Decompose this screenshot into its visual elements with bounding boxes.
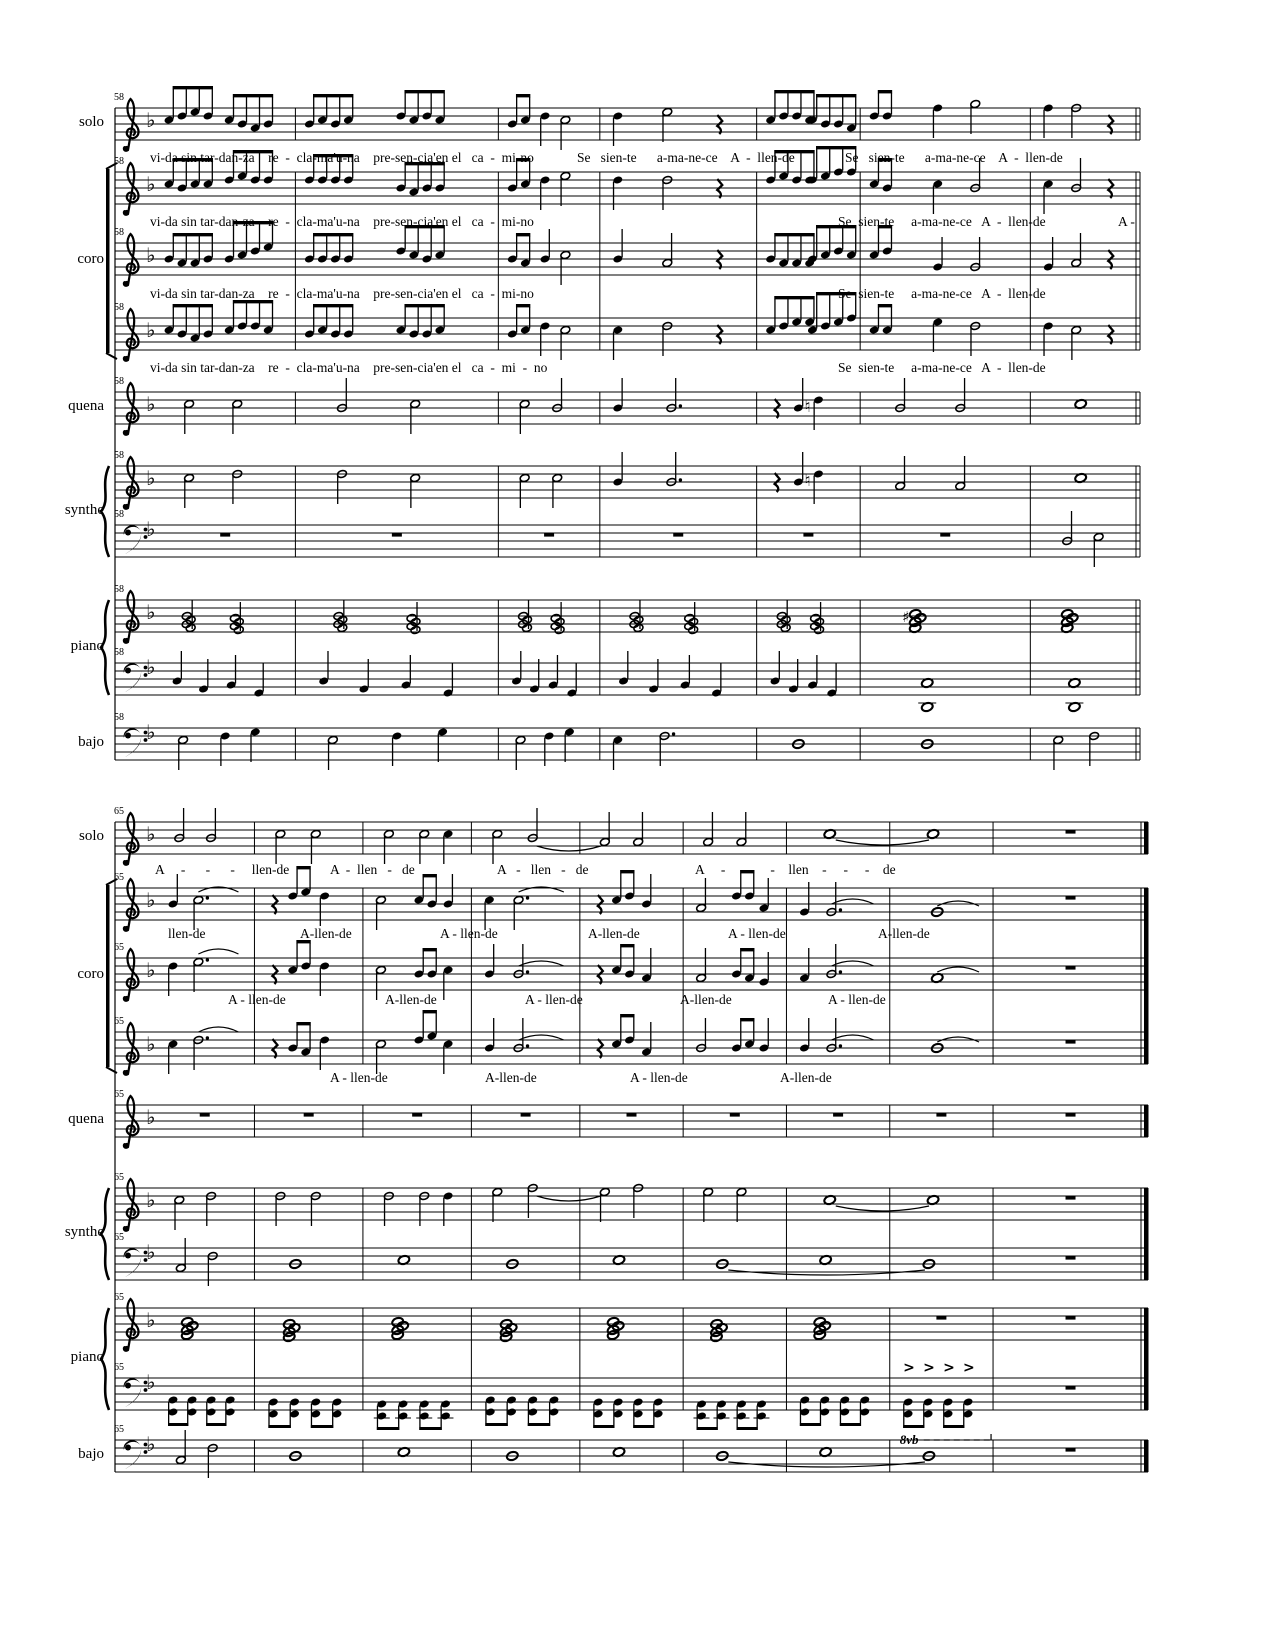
- svg-text:♭: ♭: [146, 172, 156, 196]
- lyrics-segment: A-llen-de: [780, 1070, 832, 1085]
- lyrics-segment: A - llen-de: [728, 926, 786, 941]
- lyrics-segment: A - llen - de: [330, 862, 415, 877]
- lyrics-segment: A - - - llen-de: [155, 862, 290, 877]
- svg-text:♭: ♭: [146, 1105, 156, 1129]
- instrument-label-coro: coro: [77, 251, 104, 267]
- lyrics-segment: A - llen - de: [497, 862, 589, 877]
- instrument-label-bajo: bajo: [78, 1446, 104, 1462]
- svg-text:♭: ♭: [146, 1432, 156, 1456]
- measure-number: 58: [114, 450, 124, 461]
- measure-number: 65: [114, 1172, 124, 1183]
- lyrics-segment: A-llen-de: [385, 992, 437, 1007]
- measure-number: 65: [114, 942, 124, 953]
- instrument-label-coro: coro: [77, 966, 104, 982]
- svg-text:♭: ♭: [146, 720, 156, 744]
- measure-number: 65: [114, 1292, 124, 1303]
- measure-number: 65: [114, 1362, 124, 1373]
- lyrics-segment: A - llen-de: [228, 992, 286, 1007]
- lyrics-segment: Se sien-te a-ma-ne-ce A - llen-de: [838, 214, 1046, 229]
- svg-text:♭: ♭: [146, 655, 156, 679]
- svg-text:♭: ♭: [146, 1308, 156, 1332]
- lyrics-segment: A-llen-de: [485, 1070, 537, 1085]
- measure-number: 65: [114, 1016, 124, 1027]
- measure-number: 65: [114, 1424, 124, 1435]
- svg-text:♭: ♭: [146, 958, 156, 982]
- svg-text:♭: ♭: [146, 466, 156, 490]
- lyrics-segment: Se sien-te a-ma-ne-ce A - llen-de: [838, 286, 1046, 301]
- svg-text:♭: ♭: [146, 1032, 156, 1056]
- measure-number: 58: [114, 227, 124, 238]
- measure-number: 58: [114, 584, 124, 595]
- lyrics-segment: A-llen-de: [878, 926, 930, 941]
- instrument-label-quena: quena: [68, 398, 104, 414]
- lyrics-segment: A-llen-de: [300, 926, 352, 941]
- lyrics-segment: A - llen-de: [440, 926, 498, 941]
- svg-text:♭: ♭: [146, 888, 156, 912]
- lyrics-segment: Se sien-te a-ma-ne-ce A - llen-de: [577, 150, 795, 165]
- lyrics-segment: Se sien-te a-ma-ne-ce A - llen-de: [845, 150, 1063, 165]
- lyrics-segment: vi-da sin tar-dan-za re - cla-ma'u-na pre-sen-cia'en el ca - mi-no: [150, 150, 534, 165]
- svg-text:>: >: [943, 1360, 955, 1376]
- svg-text:♭: ♭: [146, 318, 156, 342]
- svg-text:♭: ♭: [146, 822, 156, 846]
- lyrics-segment: A - llen-de: [525, 992, 583, 1007]
- svg-text:♯: ♯: [902, 608, 910, 626]
- lyrics-segment: A -: [1118, 214, 1135, 229]
- measure-number: 58: [114, 92, 124, 103]
- lyrics-segment: llen-de: [168, 926, 206, 941]
- measure-number: 65: [114, 1089, 124, 1100]
- measure-number: 58: [114, 509, 124, 520]
- svg-text:♭: ♭: [146, 517, 156, 541]
- measure-number: 65: [114, 806, 124, 817]
- measure-number: 58: [114, 712, 124, 723]
- lyrics-segment: vi-da sin tar-dan-za re - cla-ma'u-na pre-sen-cia'en el ca - mi-no: [150, 286, 534, 301]
- instrument-label-quena: quena: [68, 1111, 104, 1127]
- instrument-label-bajo: bajo: [78, 734, 104, 750]
- svg-text:♭: ♭: [146, 600, 156, 624]
- instrument-label-synthe: synthe: [64, 1224, 104, 1240]
- lyrics-segment: vi-da sin tar-dan-za re - cla-ma'u-na pre-sen-cia'en el ca - mi - no: [150, 360, 548, 375]
- instrument-label-solo: solo: [78, 828, 104, 844]
- lyrics-segment: A-llen-de: [588, 926, 640, 941]
- svg-text:♭: ♭: [146, 392, 156, 416]
- lyrics-segment: A - - - llen - - - de: [695, 862, 896, 877]
- instrument-label-synthe: synthe: [64, 501, 104, 518]
- lyrics-segment: A - llen-de: [330, 1070, 388, 1085]
- svg-text:♭: ♭: [146, 108, 156, 132]
- svg-text:♮: ♮: [804, 397, 811, 417]
- svg-text:>: >: [963, 1360, 975, 1376]
- measure-number: 58: [114, 376, 124, 387]
- measure-number: 58: [114, 302, 124, 313]
- svg-text:♭: ♭: [146, 1370, 156, 1394]
- svg-text:♮: ♮: [804, 471, 811, 491]
- svg-text:>: >: [903, 1360, 915, 1376]
- lyrics-segment: A - llen-de: [828, 992, 886, 1007]
- svg-text:♭: ♭: [146, 1240, 156, 1264]
- svg-text:8vb: 8vb: [899, 1432, 919, 1447]
- lyrics-segment: vi-da sin tar-dan-za re - cla-ma'u-na pre-sen-cia'en el ca - mi-no: [150, 214, 534, 229]
- lyrics-segment: Se sien-te a-ma-ne-ce A - llen-de: [838, 360, 1046, 375]
- instrument-label-solo: solo: [78, 114, 104, 130]
- lyrics-segment: A - llen-de: [630, 1070, 688, 1085]
- instrument-label-piano: piano: [70, 1349, 104, 1365]
- lyrics-segment: A-llen-de: [680, 992, 732, 1007]
- measure-number: 58: [114, 156, 124, 167]
- measure-number: 65: [114, 1232, 124, 1243]
- svg-text:>: >: [923, 1360, 935, 1376]
- svg-text:♭: ♭: [146, 1188, 156, 1212]
- measure-number: 58: [114, 647, 124, 658]
- instrument-label-piano: piano: [70, 637, 104, 654]
- svg-text:♭: ♭: [146, 243, 156, 267]
- measure-number: 65: [114, 872, 124, 883]
